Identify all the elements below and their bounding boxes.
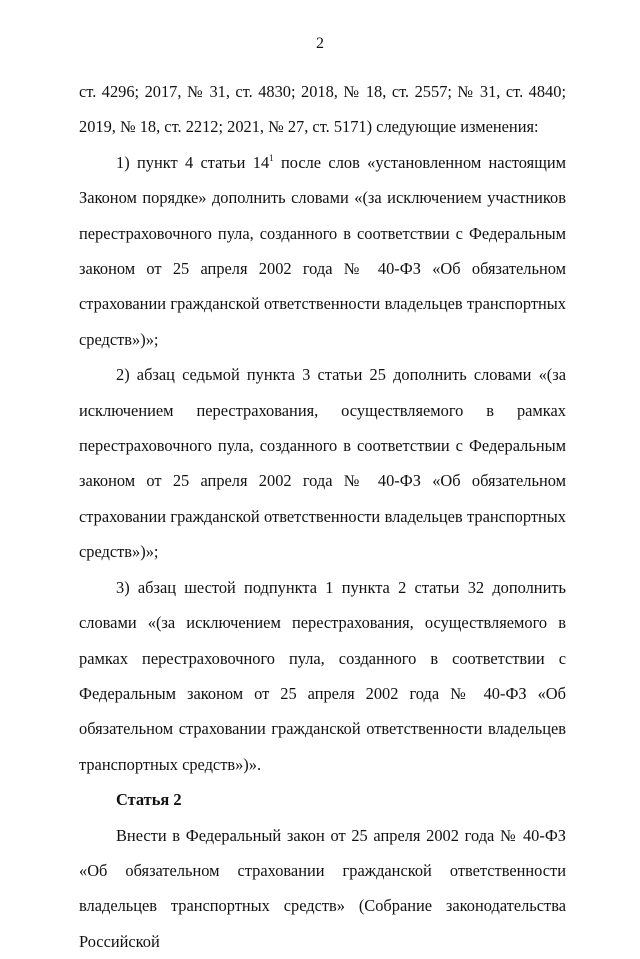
- paragraph-item-1-text-end: после слов «установленном настоящим Законом порядке» дополнить словами «(за исключением участников перестраховочного пула, созданного в соответствии с Федеральным законом от 25 апреля 2002 года № 40-ФЗ «Об обязательном страховании гражданской ответственности владельцев транспортных средств»)»;: [79, 152, 566, 349]
- paragraph-item-1: [79, 145, 566, 357]
- paragraph-continuation: ст. 4296; 2017, № 31, ст. 4830; 2018, № 18, ст. 2557; № 31, ст. 4840; 2019, № 18, ст. 2212; 2021, № 27, ст. 5171) следующие изменения:: [79, 82, 566, 137]
- article-paragraph: Внести в Федеральный закон от 25 апреля 2002 года № 40-ФЗ «Об обязательном страховании гражданской ответственности владельцев транспортных средств» (Собрание законодательства Российской: [79, 825, 566, 951]
- article-heading: Статья 2: [116, 790, 182, 810]
- paragraph-item-2: 2) абзац седьмой пункта 3 статьи 25 дополнить словами «(за исключением перестрахования, осуществляемого в рамках перестраховочного пула, созданного в соответствии с Федеральным законом от 25 апреля 2002 года № 40-ФЗ «Об обязательном страховании гражданской ответственности владельцев транспортных средств»)»;: [79, 365, 566, 562]
- paragraph-item-1-text-start: 1) пункт 4 статьи 14: [116, 152, 270, 172]
- paragraph-item-3: 3) абзац шестой подпункта 1 пункта 2 статьи 32 дополнить словами «(за исключением перестрахования, осуществляемого в рамках перестраховочного пула, созданного в соответствии с Федеральным законом от 25 апреля 2002 года № 40-ФЗ «Об обязательном страховании гражданской ответственности владельцев транспортных средств»)».: [79, 577, 566, 774]
- superscript-index: 1: [269, 152, 274, 163]
- page-number: 2: [316, 35, 324, 52]
- document-body: [79, 74, 566, 959]
